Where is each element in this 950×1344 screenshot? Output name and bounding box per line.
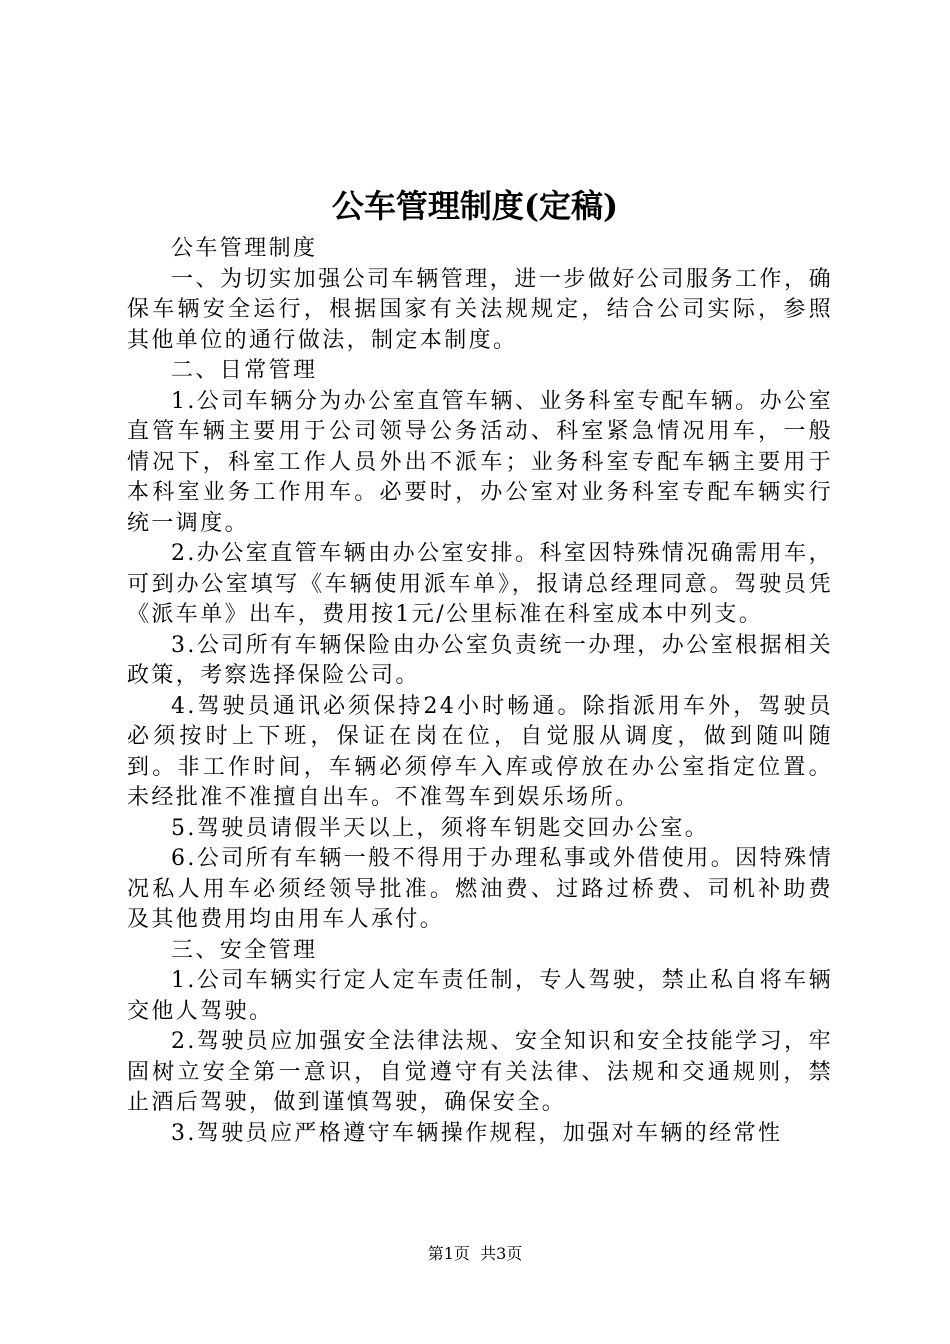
paragraph: 6.公司所有车辆一般不得用于办理私事或外借使用。因特殊情况私人用车必须经领导批准。燃油费、过路过桥费、司机补助费及其他费用均由用车人承付。 — [127, 846, 833, 932]
paragraph: 5.驾驶员请假半天以上，须将车钥匙交回办公室。 — [171, 815, 710, 841]
section-heading: 二、日常管理 — [171, 358, 318, 383]
paragraph: 一、为切实加强公司车辆管理，进一步做好公司服务工作，确保车辆安全运行，根据国家有关法规规定，结合公司实际，参照其他单位的通行做法，制定本制度。 — [127, 266, 833, 353]
document-title: 公车管理制度(定稿) — [331, 187, 619, 225]
paragraph: 1.公司车辆分为办公室直管车辆、业务科室专配车辆。办公室直管车辆主要用于公司领导公务活动、科室紧急情况用车，一般情况下，科室工作人员外出不派车；业务科室专配车辆主要用于本科室业务工作用车。必要时，办公室对业务科室专配车辆实行统一调度。 — [127, 388, 833, 536]
page-total: 共3页 — [480, 1244, 523, 1263]
paragraph-heading: 公车管理制度 — [171, 236, 318, 261]
paragraph: 2.办公室直管车辆由办公室安排。科室因特殊情况确需用车，可到办公室填写《车辆使用派车单》，报请总经理同意。驾驶员凭《派车单》出车，费用按1元/公里标准在科室成本中列支。 — [127, 541, 833, 627]
paragraph: 4.驾驶员通讯必须保持24小时畅通。除指派用车外，驾驶员必须按时上下班，保证在岗在位，自觉服从调度，做到随叫随到。非工作时间，车辆必须停车入库或停放在办公室指定位置。未经批准不准擅自出车。不准驾车到娱乐场所。 — [127, 693, 833, 810]
paragraph: 2.驾驶员应加强安全法律法规、安全知识和安全技能学习，牢固树立安全第一意识，自觉遵守有关法律、法规和交通规则，禁止酒后驾驶，做到谨慎驾驶，确保安全。 — [127, 1029, 833, 1115]
page-footer — [0, 1243, 950, 1265]
page-number: 第1页 — [427, 1244, 470, 1263]
paragraph: 3.驾驶员应严格遵守车辆操作规程，加强对车辆的经常性 — [171, 1120, 783, 1146]
document-body — [127, 234, 833, 1149]
paragraph: 1.公司车辆实行定人定车责任制，专人驾驶，禁止私自将车辆交他人驾驶。 — [127, 968, 833, 1024]
section-heading: 三、安全管理 — [171, 937, 318, 963]
paragraph: 3.公司所有车辆保险由办公室负责统一办理，办公室根据相关政策，考察选择保险公司。 — [127, 632, 833, 688]
